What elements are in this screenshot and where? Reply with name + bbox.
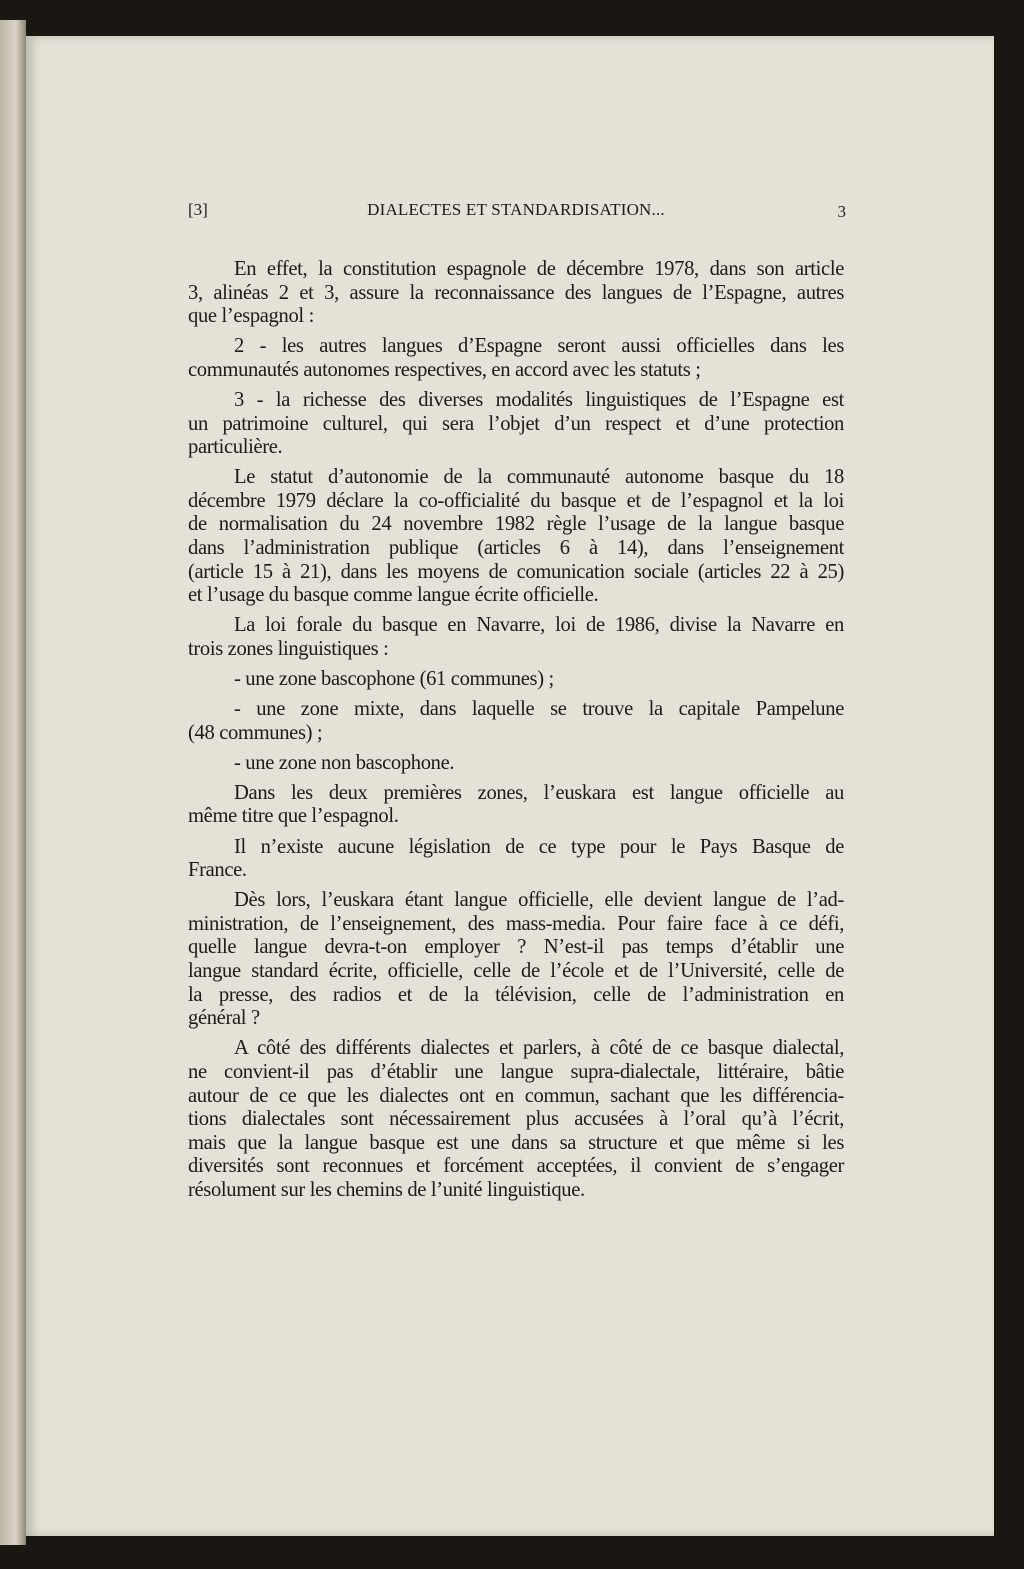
text-line: Il n’existe aucune législation de ce type pour le Pays Basque de [234,835,844,858]
text-line: dans l’administration publique (articles 6 à 14), dans l’enseignement [188,537,844,560]
section-number: [3] [188,200,208,219]
paragraph [188,389,844,460]
paragraph [188,752,844,776]
text-line: la presse, des radios et de la télévision, celle de l’administration en [188,983,844,1006]
paragraph [188,614,844,661]
text-line: France. [188,859,247,882]
text-line: diversités sont reconnues et forcément acceptées, il convient de s’engager [188,1155,844,1178]
paragraph [188,889,844,1031]
text-line: résolument sur les chemins de l’unité linguistique. [188,1178,585,1201]
text-line: tions dialectales sont nécessairement plus accusées à l’oral qu’à l’écrit, [188,1108,844,1131]
text-line: un patrimoine culturel, qui sera l’objet d’un respect et d’une protection [188,412,844,435]
page-number: 3 [837,202,846,221]
text-line: - une zone mixte, dans laquelle se trouve la capitale Pampelune [234,698,844,721]
text-line: Le statut d’autonomie de la communauté autonome basque du 18 [234,466,844,489]
paragraph [188,258,844,329]
text-line: ministration, de l’enseignement, des mass-media. Pour faire face à ce défi, [188,912,844,935]
text-line: général ? [188,1007,260,1030]
text-line: ne convient-il pas d’établir une langue supra-dialectale, littéraire, bâtie [188,1060,844,1083]
text-line: et l’usage du basque comme langue écrite officielle. [188,584,599,607]
text-line: langue standard écrite, officielle, celle de l’école et de l’Université, celle de [188,960,844,983]
text-line: 2 - les autres langues d’Espagne seront aussi officielles dans les [234,335,844,358]
text-line: mais que la langue basque est une dans sa structure et que même si les [188,1131,844,1154]
running-title: DIALECTES ET STANDARDISATION... [367,200,665,219]
paragraph [188,466,844,608]
text-line: que l’espagnol : [188,305,314,328]
paragraph [188,836,844,883]
paragraph [188,1037,844,1202]
text-line: 3, alinéas 2 et 3, assure la reconnaissance des langues de l’Espagne, autres [188,281,844,304]
text-line: La loi forale du basque en Navarre, loi de 1986, divise la Navarre en [234,614,844,637]
text-line: Dès lors, l’euskara étant langue officielle, elle devient langue de l’ad- [234,889,844,912]
text-line: décembre 1979 déclare la co-officialité du basque et de l’espagnol et la loi [188,489,844,512]
text-line: A côté des différents dialectes et parlers, à côté de ce basque dialectal, [234,1037,844,1060]
running-header [188,200,844,224]
text-line: - une zone bascophone (61 communes) ; [234,668,554,690]
text-line: Dans les deux premières zones, l’euskara est langue officielle au [234,781,844,804]
paragraph [188,335,844,382]
text-line: trois zones linguistiques : [188,637,389,660]
paragraph [188,668,844,692]
paragraph [188,698,844,745]
text-line: - une zone non bascophone. [234,751,455,774]
text-line: (48 communes) ; [188,721,323,744]
text-line: communautés autonomes respectives, en accord avec les statuts ; [188,358,701,381]
text-line: quelle langue devra-t-on employer ? N’est-il pas temps d’établir une [188,936,844,959]
text-line: particulière. [188,436,283,459]
paragraph [188,782,844,829]
text-line: (article 15 à 21), dans les moyens de comunication sociale (articles 22 à 25) [188,560,844,583]
text-line: 3 - la richesse des diverses modalités linguistiques de l’Espagne est [234,388,844,411]
text-line: En effet, la constitution espagnole de décembre 1978, dans son article [234,258,844,280]
facing-page-edge [0,20,26,1545]
text-line: même titre que l’espagnol. [188,805,399,828]
body-text [188,258,844,1202]
text-line: de normalisation du 24 novembre 1982 règle l’usage de la langue basque [188,513,844,536]
document-page [26,36,994,1536]
text-line: autour de ce que les dialectes ont en commun, sachant que les différencia- [188,1084,844,1107]
